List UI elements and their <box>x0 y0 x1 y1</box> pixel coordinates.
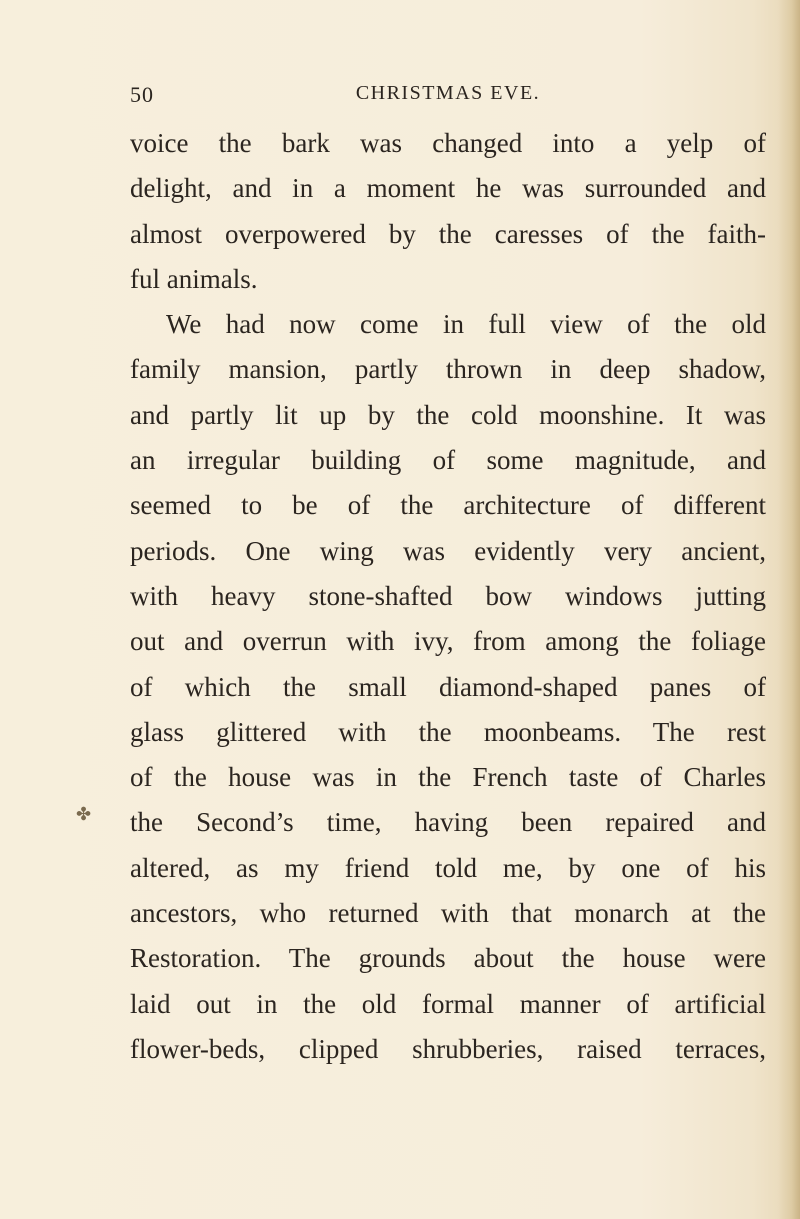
text-line: family mansion, partly thrown in deep shadow, <box>130 354 766 385</box>
text-line: voice the bark was changed into a yelp of <box>130 128 766 158</box>
text-line: altered, as my friend told me, by one of his <box>130 852 766 883</box>
running-title: CHRISTMAS EVE. <box>355 82 541 104</box>
text-line: delight, and in a moment he was surrounded and <box>130 173 766 204</box>
text-line: an irregular building of some magnitude, and <box>130 445 766 476</box>
page-number: 50 <box>130 82 154 107</box>
text-line: out and overrun with ivy, from among the foliage <box>130 626 766 657</box>
text-line: of which the small diamond-shaped panes of <box>130 671 766 702</box>
page-edge-shadow <box>778 0 800 1219</box>
text-line: with heavy stone-shafted bow windows jutting <box>130 580 766 611</box>
text-line: the Second’s time, having been repaired and <box>130 807 766 838</box>
text-line: Restoration. The grounds about the house were <box>130 943 766 974</box>
text-line: and partly lit up by the cold moonshine. It was <box>130 399 766 430</box>
text-line: of the house was in the French taste of Charles <box>130 762 766 793</box>
text-line: flower-beds, clipped shrubberies, raised terraces, <box>130 1033 766 1064</box>
body-text <box>130 121 766 1072</box>
text-line: periods. One wing was evidently very ancient, <box>130 535 766 566</box>
text-line: We had now come in full view of the old <box>166 309 766 340</box>
text-line: glass glittered with the moonbeams. The rest <box>130 716 766 747</box>
text-line: almost overpowered by the caresses of the faith- <box>130 218 766 249</box>
text-line: ancestors, who returned with that monarch at the <box>130 898 766 929</box>
text-line: laid out in the old formal manner of artificial <box>130 988 766 1019</box>
page-header <box>130 82 766 112</box>
margin-mark: ✤ <box>76 804 92 824</box>
text-line: ful animals. <box>130 263 258 294</box>
text-line: seemed to be of the architecture of different <box>130 490 766 521</box>
